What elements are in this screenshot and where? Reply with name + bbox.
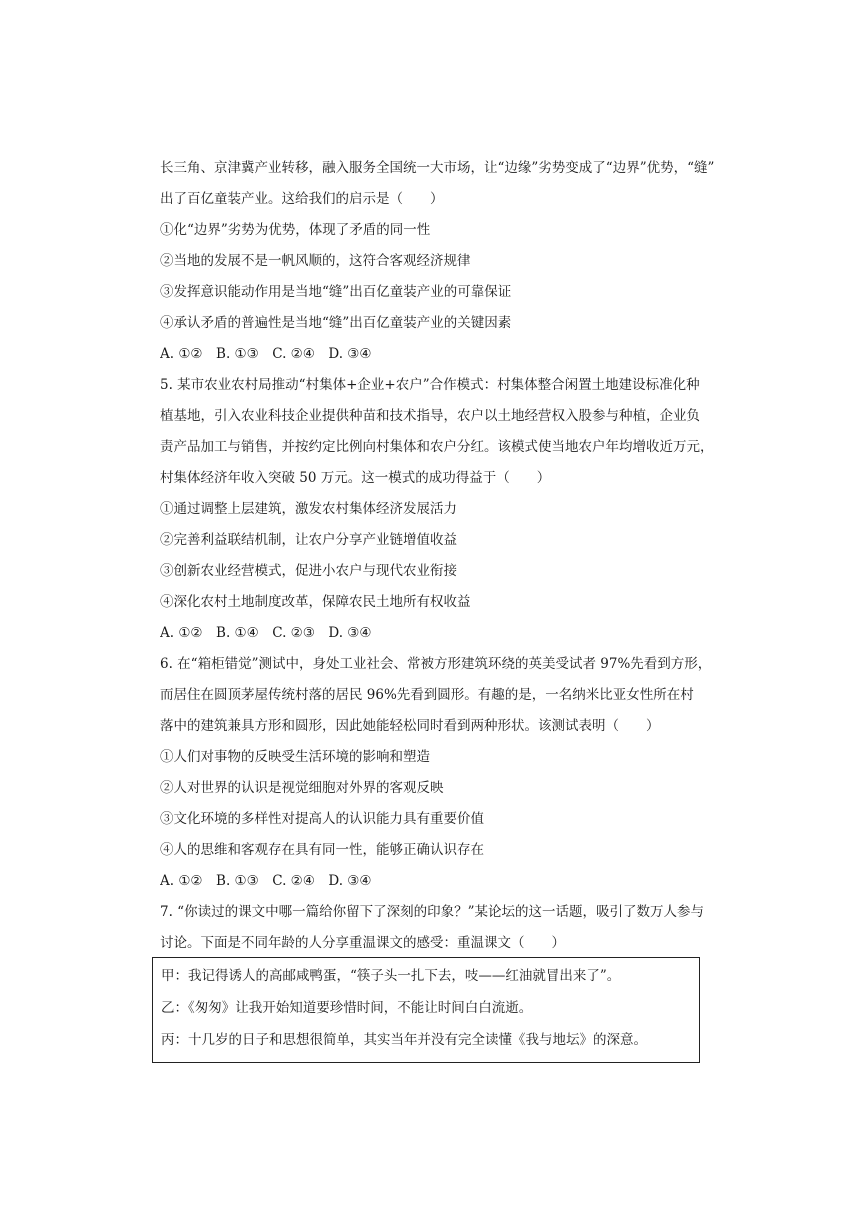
question-7-stem-line-1: 7. “你读过的课文中哪一篇给你留下了深刻的印象？”某论坛的这一话题，吸引了数万人参与 — [160, 904, 704, 920]
question-6-statement-3: ③文化环境的多样性对提高人的认识能力具有重要价值 — [160, 811, 484, 827]
question-6-statement-2: ②人对世界的认识是视觉细胞对外界的客观反映 — [160, 780, 444, 796]
question-5-statement-3: ③创新农业经营模式，促进小农户与现代农业衔接 — [160, 563, 457, 579]
question-6-statement-1: ①人们对事物的反映受生活环境的影响和塑造 — [160, 749, 430, 765]
question-4-stem-line-2: 出了百亿童装产业。这给我们的启示是（ ） — [160, 191, 444, 207]
quote-line-jia: 甲：我记得诱人的高邮咸鸭蛋，“筷子头一扎下去，吱——红油就冒出来了”。 — [161, 968, 621, 984]
question-4-statement-2: ②当地的发展不是一帆风顺的，这符合客观经济规律 — [160, 253, 471, 269]
question-5-stem-line-3: 责产品加工与销售，并按约定比例向村集体和农户分红。该模式使当地农户年均增收近万元， — [160, 439, 714, 455]
question-4-statement-3: ③发挥意识能动作用是当地“缝”出百亿童装产业的可靠保证 — [160, 284, 512, 300]
question-5-statement-1: ①通过调整上层建筑，激发农村集体经济发展活力 — [160, 501, 457, 517]
quote-box — [152, 957, 700, 1063]
question-5-options: A. ①② B. ①④ C. ②③ D. ③④ — [160, 625, 372, 641]
question-5-stem-line-2: 植基地，引入农业科技企业提供种苗和技术指导，农户以土地经营权入股参与种植，企业负 — [160, 408, 700, 424]
question-4-statement-4: ④承认矛盾的普遍性是当地“缝”出百亿童装产业的关键因素 — [160, 315, 512, 331]
question-4-options: A. ①② B. ①③ C. ②④ D. ③④ — [160, 346, 372, 362]
quote-line-yi: 乙：《匆匆》让我开始知道要珍惜时间，不能让时间白白流逝。 — [161, 1000, 533, 1016]
question-6-stem-line-2: 而居住在圆顶茅屋传统村落的居民 96%先看到圆形。有趣的是，一名纳米比亚女性所在村 — [160, 687, 694, 703]
question-4-stem-line-1: 长三角、京津冀产业转移，融入服务全国统一大市场，让“边缘”劣势变成了“边界”优势，“缝” — [160, 160, 715, 176]
question-6-options: A. ①② B. ①③ C. ②④ D. ③④ — [160, 873, 372, 889]
quote-line-bing: 丙：十几岁的日子和思想很简单，其实当年并没有完全读懂《我与地坛》的深意。 — [161, 1032, 647, 1048]
question-5-stem-line-4: 村集体经济年收入突破 50 万元。这一模式的成功得益于（ ） — [160, 470, 551, 486]
question-5-statement-4: ④深化农村土地制度改革，保障农民土地所有权收益 — [160, 594, 471, 610]
question-4-statement-1: ①化“边界”劣势为优势，体现了矛盾的同一性 — [160, 222, 431, 238]
question-7-stem-line-2: 讨论。下面是不同年龄的人分享重温课文的感受：重温课文（ ） — [160, 935, 565, 951]
question-6-stem-line-1: 6. 在“箱柜错觉”测试中，身处工业社会、常被方形建筑环绕的英美受试者 97%先看到方形， — [160, 656, 712, 672]
question-5-statement-2: ②完善利益联结机制，让农户分享产业链增值收益 — [160, 532, 457, 548]
question-5-stem-line-1: 5. 某市农业农村局推动“村集体+企业+农户”合作模式：村集体整合闲置土地建设标准化种 — [160, 377, 700, 393]
question-6-stem-line-3: 落中的建筑兼具方形和圆形，因此她能轻松同时看到两种形状。该测试表明（ ） — [160, 718, 660, 734]
question-6-statement-4: ④人的思维和客观存在具有同一性，能够正确认识存在 — [160, 842, 484, 858]
